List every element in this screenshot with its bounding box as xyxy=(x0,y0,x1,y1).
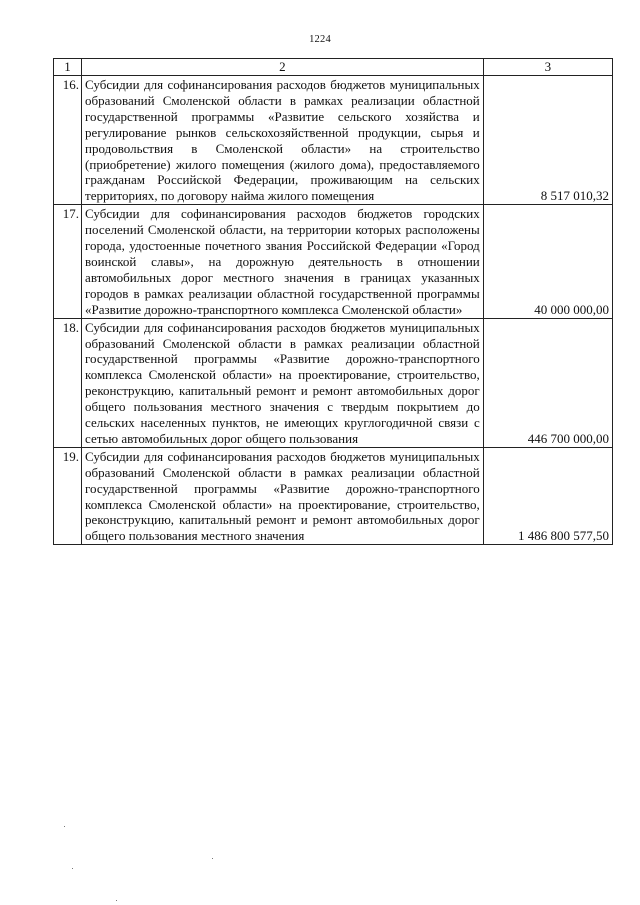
row-description: Субсидии для софинансирования расходов бюджетов муниципальных образований Смоленской области в рамках реализации областной государственной программы «Развитие дорожно-транспортного комплекса Смоленской области» на проектирование, строительство, реконструкцию, капитальный ремонт и ремонт автомобильных дорог общего пользования местного значения с твердым покрытием до сельских населенных пунктов, не имеющих круглогодичной связи с сетью автомобильных дорог общего пользования xyxy=(82,318,484,447)
row-description: Субсидии для софинансирования расходов бюджетов городских поселений Смоленской области, на территории которых расположены города, удостоенные почетного звания Российской Федерации «Город воинской славы», на дорожную деятельность в отношении автомобильных дорог местного значения в границах указанных городов в рамках реализации областной государственной программы «Развитие дорожно-транспортного комплекса Смоленской области» xyxy=(82,205,484,318)
column-header-description: 2 xyxy=(82,59,484,76)
column-header-amount: 3 xyxy=(483,59,612,76)
row-amount: 40 000 000,00 xyxy=(483,205,612,318)
row-number: 17. xyxy=(54,205,82,318)
row-description: Субсидии для софинансирования расходов бюджетов муниципальных образований Смоленской области в рамках реализации областной государственной программы «Развитие дорожно-транспортного комплекса Смоленской области» на проектирование, строительство, реконструкцию, капитальный ремонт и ремонт автомобильных дорог общего пользования местного значения xyxy=(82,447,484,544)
row-amount: 446 700 000,00 xyxy=(483,318,612,447)
row-number: 16. xyxy=(54,76,82,205)
budget-table xyxy=(53,58,613,545)
column-header-number: 1 xyxy=(54,59,82,76)
table-row xyxy=(54,318,613,447)
page-number: 1224 xyxy=(309,34,331,45)
row-number: 18. xyxy=(54,318,82,447)
row-amount: 1 486 800 577,50 xyxy=(483,447,612,544)
table-header-row xyxy=(54,59,613,76)
table-row xyxy=(54,447,613,544)
table-row xyxy=(54,76,613,205)
table-row xyxy=(54,205,613,318)
row-number: 19. xyxy=(54,447,82,544)
row-description: Субсидии для софинансирования расходов бюджетов муниципальных образований Смоленской области в рамках реализации областной государственной программы «Развитие сельского хозяйства и регулирование рынков сельскохозяйственной продукции, сырья и продовольствия в Смоленской области» на строительство (приобретение) жилого помещения (жилого дома), предоставляемого гражданам Российской Федерации, проживающим на сельских территориях, по договору найма жилого помещения xyxy=(82,76,484,205)
row-amount: 8 517 010,32 xyxy=(483,76,612,205)
